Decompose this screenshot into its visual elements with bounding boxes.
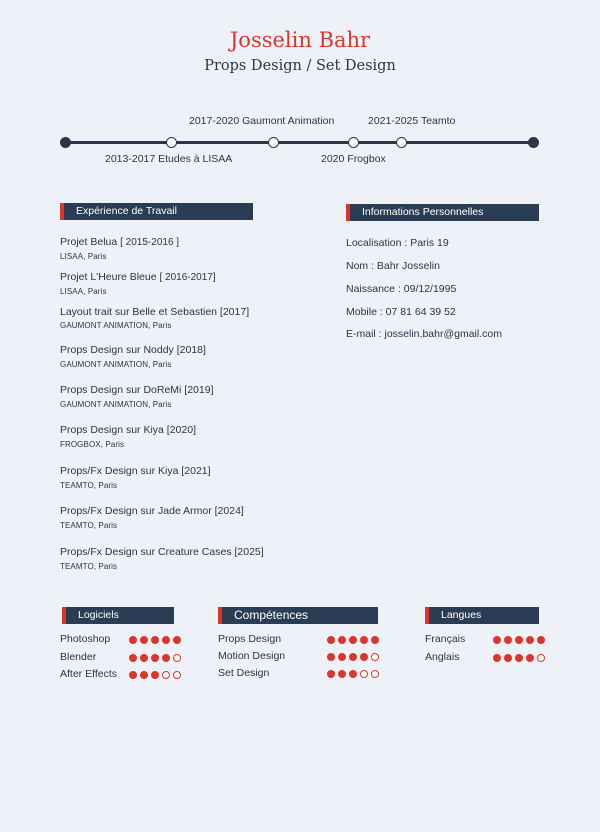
rating-dot-filled [504, 654, 512, 662]
rating-dot-filled [151, 654, 159, 662]
rating-dot-filled [173, 636, 181, 644]
candidate-name: Josselin Bahr [229, 28, 371, 52]
job-title-text: Projet L'Heure Bleue [60, 271, 157, 283]
rating-dot-filled [504, 636, 512, 644]
skill-name: Set Design [218, 667, 270, 679]
rating [129, 654, 181, 662]
rating-dot-filled [349, 653, 357, 661]
rating-dot-filled [338, 653, 346, 661]
info-location: Localisation : Paris 19 [346, 237, 449, 249]
software-name: Blender [60, 651, 97, 663]
rating-dot-filled [360, 653, 368, 661]
rating [129, 636, 181, 644]
rating-dot-filled [526, 654, 534, 662]
skill-name: Props Design [218, 633, 282, 645]
rating-dot-filled [327, 653, 335, 661]
job-title: Props/Fx Design sur Jade Armor [2024] [60, 505, 244, 517]
rating-dot-filled [349, 636, 357, 644]
rating-dot-filled [493, 654, 501, 662]
timeline-dot [348, 137, 359, 148]
rating [493, 636, 545, 644]
job-title: Props/Fx Design sur Creature Cases [2025] [60, 546, 264, 558]
rating-dot-empty [371, 653, 379, 661]
software-name: After Effects [60, 668, 117, 680]
skills-header: Compétences [218, 607, 378, 624]
job-place: GAUMONT ANIMATION, Paris [60, 360, 172, 369]
job-years: [ 2015-2016 ] [120, 237, 180, 248]
job-title [60, 271, 216, 283]
rating-dot-filled [371, 636, 379, 644]
job-title [60, 236, 179, 248]
rating-dot-filled [493, 636, 501, 644]
rating [327, 653, 379, 661]
personal-info-header: Informations Personnelles [346, 204, 539, 221]
timeline-dot-end [528, 137, 539, 148]
rating-dot-filled [537, 636, 545, 644]
info-mobile: Mobile : 07 81 64 39 52 [346, 306, 456, 318]
rating-dot-empty [173, 671, 181, 679]
rating-dot-filled [515, 636, 523, 644]
rating-dot-filled [140, 671, 148, 679]
rating-dot-empty [371, 670, 379, 678]
timeline-label-gaumont: 2017-2020 Gaumont Animation [189, 115, 335, 127]
rating-dot-filled [327, 670, 335, 678]
rating-dot-filled [349, 670, 357, 678]
rating-dot-empty [173, 654, 181, 662]
job-title: Props Design sur DoReMi [2019] [60, 384, 214, 396]
rating-dot-filled [140, 636, 148, 644]
job-title: Layout trait sur Belle et Sebastien [2017] [60, 306, 250, 318]
timeline-dot [396, 137, 407, 148]
rating-dot-filled [129, 671, 137, 679]
rating-dot-filled [515, 654, 523, 662]
timeline-dot-start [60, 137, 71, 148]
rating-dot-filled [140, 654, 148, 662]
job-place: FROGBOX, Paris [60, 440, 125, 449]
rating [327, 636, 379, 644]
job-title-text: Projet Belua [60, 236, 118, 248]
languages-header: Langues [425, 607, 539, 624]
job-place: LISAA, Paris [60, 287, 107, 296]
job-title: Props Design sur Noddy [2018] [60, 344, 206, 356]
software-name: Photoshop [60, 633, 111, 645]
job-place: GAUMONT ANIMATION, Paris [60, 400, 172, 409]
job-place: LISAA, Paris [60, 252, 107, 261]
rating-dot-empty [162, 671, 170, 679]
timeline-dot [166, 137, 177, 148]
timeline-label-frogbox: 2020 Frogbox [321, 153, 386, 165]
job-place: GAUMONT ANIMATION, Paris [60, 321, 172, 330]
info-name: Nom : Bahr Josselin [346, 260, 440, 272]
timeline-label-lisaa: 2013-2017 Etudes à LISAA [105, 153, 233, 165]
job-place: TEAMTO, Paris [60, 521, 118, 530]
rating [129, 671, 181, 679]
software-header: Logiciels [62, 607, 174, 624]
job-place: TEAMTO, Paris [60, 481, 118, 490]
timeline-line [64, 141, 536, 144]
rating-dot-filled [162, 654, 170, 662]
rating-dot-filled [327, 636, 335, 644]
rating-dot-filled [162, 636, 170, 644]
rating [327, 670, 379, 678]
language-name: Anglais [425, 651, 460, 663]
info-birthdate: Naissance : 09/12/1995 [346, 283, 457, 295]
job-years: [ 2016-2017] [159, 272, 216, 283]
rating-dot-filled [338, 636, 346, 644]
job-title: Props/Fx Design sur Kiya [2021] [60, 465, 211, 477]
rating-dot-filled [338, 670, 346, 678]
candidate-role: Props Design / Set Design [204, 58, 396, 74]
rating [493, 654, 545, 662]
rating-dot-filled [129, 636, 137, 644]
timeline-label-teamto: 2021-2025 Teamto [368, 115, 456, 127]
rating-dot-filled [360, 636, 368, 644]
info-email: E-mail : josselin.bahr@gmail.com [346, 328, 502, 340]
rating-dot-empty [360, 670, 368, 678]
timeline-dot [268, 137, 279, 148]
skill-name: Motion Design [218, 650, 286, 662]
rating-dot-filled [129, 654, 137, 662]
job-title: Props Design sur Kiya [2020] [60, 424, 196, 436]
rating-dot-filled [151, 671, 159, 679]
job-place: TEAMTO, Paris [60, 562, 118, 571]
rating-dot-filled [526, 636, 534, 644]
rating-dot-filled [151, 636, 159, 644]
experience-header: Expérience de Travail [60, 203, 253, 220]
language-name: Français [425, 633, 466, 645]
rating-dot-empty [537, 654, 545, 662]
